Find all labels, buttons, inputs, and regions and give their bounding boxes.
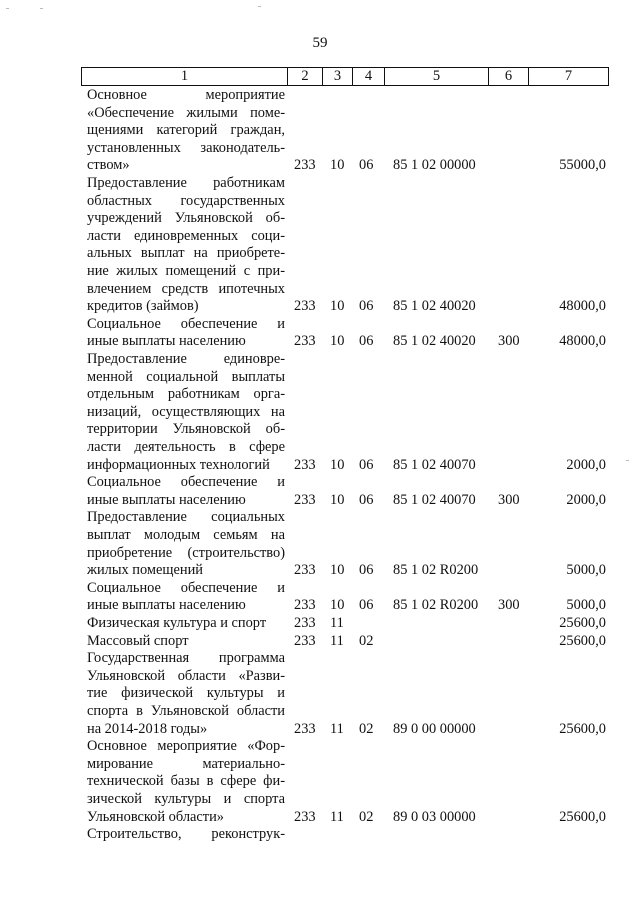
- cell-col-3: 10: [330, 597, 345, 614]
- row-description: [87, 351, 285, 474]
- cell-col-5: 85 1 02 00000: [393, 157, 476, 174]
- row-description: [87, 87, 285, 175]
- row-description: [87, 580, 285, 615]
- description-line: Социальное обеспечение и: [87, 315, 285, 332]
- cell-col-3: 11: [330, 615, 344, 631]
- description-line: ством»: [87, 157, 130, 174]
- table-row: [0, 474, 640, 509]
- table-row: [0, 615, 640, 633]
- cell-col-7: 25600,0: [559, 720, 606, 737]
- cell-col-3: 10: [330, 491, 345, 508]
- scan-speck: [40, 8, 43, 9]
- cell-col-5: 85 1 02 40070: [393, 491, 476, 508]
- description-line: выплат молодым семьям на: [87, 526, 285, 543]
- row-description: [87, 615, 285, 633]
- cell-col-3: 11: [330, 720, 344, 737]
- cell-col-4: 06: [359, 298, 374, 315]
- description-line: иные выплаты населению: [87, 597, 246, 614]
- description-line: зической культуры и спорта: [87, 790, 285, 807]
- cell-col-2: 233: [294, 491, 316, 508]
- header-col-4: 4: [353, 67, 385, 86]
- table-row: [0, 650, 640, 738]
- cell-col-6: 300: [498, 597, 520, 614]
- description-line: иные выплаты населению: [87, 333, 246, 350]
- cell-col-7: 48000,0: [559, 298, 606, 315]
- cell-col-2: 233: [294, 615, 316, 631]
- cell-col-2: 233: [294, 597, 316, 614]
- cell-col-7: 55000,0: [559, 157, 606, 174]
- table-row: [0, 351, 640, 474]
- page-number: 59: [312, 35, 328, 51]
- cell-col-3: 10: [330, 298, 345, 315]
- cell-col-7: 25600,0: [559, 632, 606, 649]
- cell-col-5: 89 0 00 00000: [393, 720, 476, 737]
- cell-col-5: 85 1 02 40020: [393, 298, 476, 315]
- description-line: щениями категорий граждан,: [87, 122, 285, 139]
- description-line: отдельным работникам орга-: [87, 386, 285, 403]
- row-description: [87, 633, 285, 651]
- cell-col-7: 25600,0: [559, 615, 606, 631]
- cell-col-7: 5000,0: [566, 562, 606, 579]
- cell-col-3: 11: [330, 632, 344, 649]
- table-row: [0, 175, 640, 316]
- cell-col-4: 06: [359, 157, 374, 174]
- header-col-1: 1: [81, 67, 288, 86]
- table-row: [0, 316, 640, 351]
- cell-col-5: 85 1 02 40070: [393, 456, 476, 473]
- cell-col-4: 06: [359, 562, 374, 579]
- cell-col-2: 233: [294, 632, 316, 649]
- table-row: [0, 580, 640, 615]
- cell-col-2: 233: [294, 562, 316, 579]
- row-description: [87, 826, 285, 844]
- cell-col-4: 06: [359, 597, 374, 614]
- description-line: альных выплат на приобрете-: [87, 245, 285, 262]
- cell-col-4: 06: [359, 333, 374, 350]
- scan-speck: [626, 460, 629, 461]
- cell-col-3: 10: [330, 333, 345, 350]
- cell-col-4: 02: [359, 632, 374, 649]
- description-line: Основное мероприятие: [87, 87, 285, 103]
- description-line: технической базы в сфере фи-: [87, 773, 285, 790]
- cell-col-6: 300: [498, 333, 520, 350]
- cell-col-4: 06: [359, 456, 374, 473]
- description-line: ласти деятельность в сфере: [87, 438, 285, 455]
- cell-col-2: 233: [294, 298, 316, 315]
- cell-col-7: 2000,0: [566, 491, 606, 508]
- description-line: Основное мероприятие «Фор-: [87, 738, 285, 755]
- cell-col-5: 85 1 02 40020: [393, 333, 476, 350]
- row-description: [87, 650, 285, 738]
- header-col-6: 6: [489, 67, 529, 86]
- description-line: учреждений Ульяновской об-: [87, 210, 285, 227]
- row-description: [87, 316, 285, 351]
- cell-col-2: 233: [294, 157, 316, 174]
- table-row: [0, 509, 640, 579]
- cell-col-4: 02: [359, 808, 374, 825]
- table-row: [0, 738, 640, 826]
- scan-speck: [6, 8, 9, 9]
- cell-col-3: 10: [330, 157, 345, 174]
- cell-col-7: 48000,0: [559, 333, 606, 350]
- description-line: тие физической культуры и: [87, 685, 285, 702]
- table-row: [0, 633, 640, 651]
- description-line: Социальное обеспечение и: [87, 579, 285, 596]
- description-line: ние жилых помещений с при-: [87, 262, 285, 279]
- description-line: информационных технологий: [87, 456, 270, 473]
- table-row: [0, 826, 640, 844]
- description-line: Ульяновской области»: [87, 808, 224, 825]
- description-line: Ульяновской области «Разви-: [87, 667, 285, 684]
- description-line: Предоставление социальных: [87, 509, 285, 526]
- description-line: приобретение (строительство): [87, 544, 285, 561]
- cell-col-2: 233: [294, 456, 316, 473]
- cell-col-7: 5000,0: [566, 597, 606, 614]
- description-line: областных государственных: [87, 192, 285, 209]
- description-line: Предоставление единовре-: [87, 351, 285, 367]
- description-line: мирование материально-: [87, 755, 285, 772]
- header-col-5: 5: [385, 67, 489, 86]
- cell-col-2: 233: [294, 720, 316, 737]
- header-col-7: 7: [529, 67, 609, 86]
- cell-col-5: 89 0 03 00000: [393, 808, 476, 825]
- cell-col-7: 25600,0: [559, 808, 606, 825]
- description-line: низаций, осуществляющих на: [87, 403, 285, 420]
- description-line: иные выплаты населению: [87, 491, 246, 508]
- scan-speck: [258, 6, 261, 7]
- description-line: Социальное обеспечение и: [87, 474, 285, 491]
- row-description: [87, 738, 285, 826]
- cell-col-7: 2000,0: [566, 456, 606, 473]
- description-line: территории Ульяновской об-: [87, 421, 285, 438]
- row-description: [87, 509, 285, 579]
- header-col-2: 2: [288, 67, 323, 86]
- header-col-3: 3: [323, 67, 353, 86]
- description-line: менной социальной выплаты: [87, 368, 285, 385]
- description-line: кредитов (займов): [87, 298, 199, 315]
- cell-col-3: 10: [330, 456, 345, 473]
- cell-col-5: 85 1 02 R0200: [393, 562, 479, 579]
- row-description: [87, 474, 285, 509]
- description-line: Предоставление работникам: [87, 175, 285, 191]
- cell-col-3: 11: [330, 808, 344, 825]
- description-line: ласти единовременных соци-: [87, 227, 285, 244]
- cell-col-2: 233: [294, 333, 316, 350]
- cell-col-5: 85 1 02 R0200: [393, 597, 479, 614]
- cell-col-4: 02: [359, 720, 374, 737]
- description-line: Физическая культура и спорт: [87, 615, 267, 631]
- description-line: Массовый спорт: [87, 632, 189, 649]
- description-line: влечением средств ипотечных: [87, 280, 285, 297]
- row-description: [87, 175, 285, 316]
- description-line: спорта в Ульяновской области: [87, 702, 285, 719]
- table-row: [0, 87, 640, 175]
- description-line: на 2014-2018 годы»: [87, 720, 208, 737]
- description-line: «Обеспечение жилыми поме-: [87, 104, 285, 121]
- description-line: Строительство, реконструк-: [87, 826, 285, 843]
- cell-col-2: 233: [294, 808, 316, 825]
- cell-col-6: 300: [498, 491, 520, 508]
- cell-col-3: 10: [330, 562, 345, 579]
- description-line: установленных законодатель-: [87, 139, 285, 156]
- description-line: жилых помещений: [87, 562, 203, 579]
- cell-col-4: 06: [359, 491, 374, 508]
- description-line: Государственная программа: [87, 650, 285, 667]
